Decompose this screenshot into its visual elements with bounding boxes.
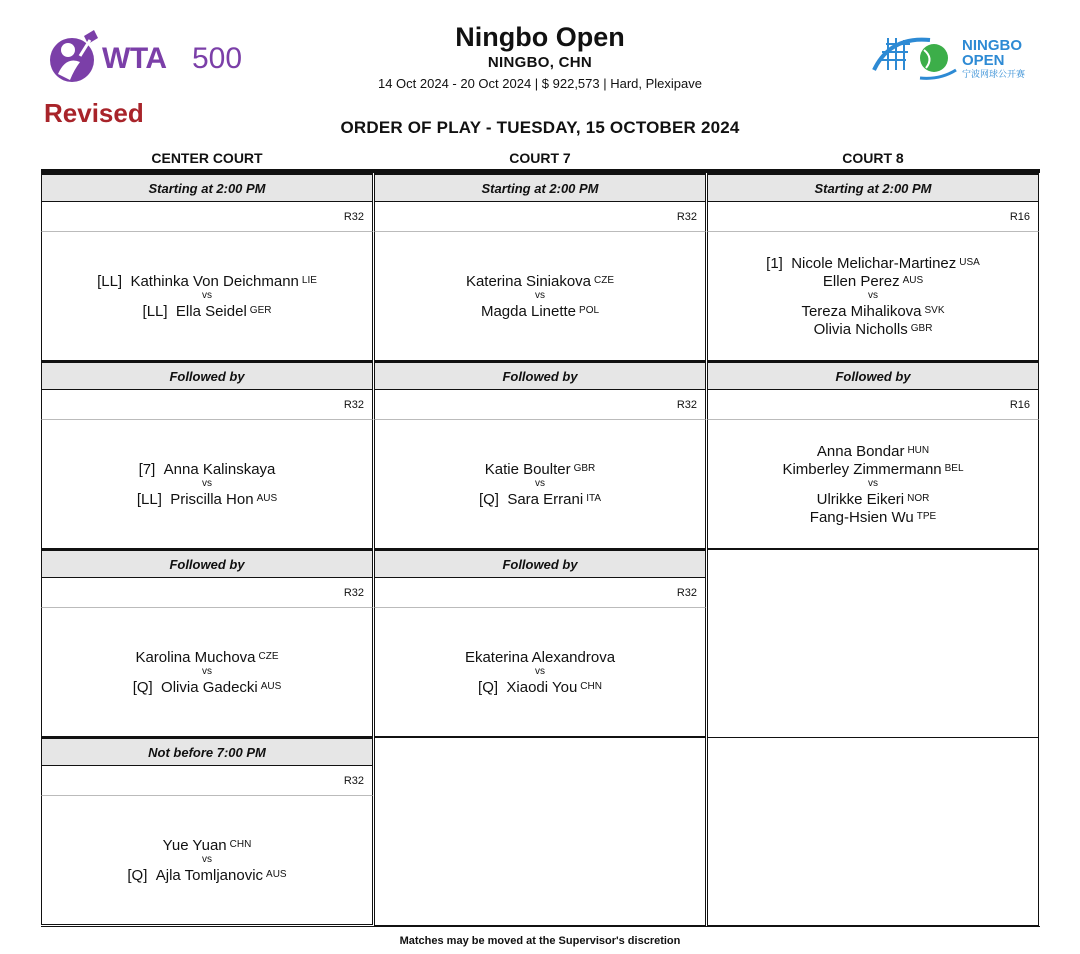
slot-time: Followed by	[374, 361, 706, 390]
player-name: Tereza Mihalikova	[801, 303, 922, 320]
match-card	[374, 420, 706, 549]
player-country: GBR	[573, 463, 596, 474]
player-name: Magda Linette	[480, 303, 577, 320]
player-entry	[143, 302, 272, 320]
footer-note: Matches may be moved at the Supervisor's discretion	[399, 935, 681, 947]
ningbo-logo-line1: NINGBO	[962, 37, 1022, 54]
slot-time: Followed by	[374, 549, 706, 578]
player-entry	[810, 508, 936, 526]
player-country: AUS	[260, 681, 282, 692]
player-entry	[817, 490, 930, 508]
empty-slot	[374, 737, 706, 926]
order-of-play-heading: ORDER OF PLAY - TUESDAY, 15 OCTOBER 2024	[340, 118, 740, 137]
player-name: Anna Bondar	[816, 443, 905, 460]
match-card	[41, 796, 373, 925]
player-entry	[766, 254, 980, 272]
player-name: Kimberley Zimmermann	[782, 461, 942, 478]
wta-logo-letters: WTA	[102, 42, 167, 75]
player-seed: [Q]	[132, 679, 153, 696]
versus-label: vs	[535, 665, 545, 677]
player-entry	[139, 461, 276, 478]
player-country: CZE	[258, 651, 279, 662]
empty-slot	[707, 549, 1039, 738]
tournament-title: Ningbo Open	[455, 22, 625, 52]
player-seed: [LL]	[136, 490, 162, 508]
court-header-court-7: COURT 7	[509, 150, 571, 166]
slot-time: Starting at 2:00 PM	[707, 173, 1039, 202]
player-entry	[479, 490, 601, 508]
player-entry	[135, 648, 278, 666]
player-seed: [7]	[138, 460, 156, 478]
player-name: Ella Seidel	[175, 303, 247, 320]
match-card	[374, 232, 706, 361]
player-entry	[478, 678, 602, 696]
player-name: Ulrikke Eikeri	[816, 491, 905, 508]
versus-label: vs	[202, 477, 212, 489]
wta-player-icon	[44, 26, 108, 90]
slot-time: Starting at 2:00 PM	[374, 173, 706, 202]
player-country: USA	[959, 257, 980, 268]
empty-slot	[707, 737, 1039, 926]
slot-time: Followed by	[41, 549, 373, 578]
court-header-center-court: CENTER COURT	[151, 150, 263, 166]
player-country: SVK	[924, 305, 945, 316]
player-entry	[133, 678, 282, 696]
tournament-info: 14 Oct 2024 - 20 Oct 2024 | $ 922,573 | Hard, Plexipave	[377, 76, 702, 91]
versus-label: vs	[202, 290, 212, 301]
player-name: Katie Boulter	[484, 461, 571, 478]
player-entry	[127, 866, 286, 884]
player-name: Olivia Nicholls	[813, 321, 908, 338]
player-seed: [1]	[766, 255, 783, 272]
player-name: Anna Kalinskaya	[163, 460, 276, 478]
player-seed: [LL]	[97, 273, 123, 290]
versus-label: vs	[535, 290, 545, 301]
player-seed: [LL]	[142, 303, 168, 320]
ningbo-open-logo	[870, 30, 1040, 90]
match-card	[41, 608, 373, 737]
player-country: HUN	[907, 445, 930, 456]
match-round: R32	[374, 578, 706, 608]
match-round: R32	[374, 202, 706, 232]
player-country: GBR	[910, 323, 933, 334]
versus-label: vs	[202, 854, 212, 865]
ningbo-logo-line2: OPEN	[962, 52, 1005, 69]
player-name: Fang-Hsien Wu	[809, 509, 914, 526]
player-entry	[465, 649, 615, 666]
player-entry	[814, 320, 933, 338]
wta500-logo	[44, 26, 244, 90]
player-seed: [Q]	[127, 867, 148, 884]
player-country: CHN	[229, 839, 252, 850]
player-name: Yue Yuan	[162, 837, 227, 854]
match-round: R32	[41, 578, 373, 608]
player-entry	[801, 302, 944, 320]
player-country: CZE	[594, 275, 615, 286]
tournament-title-block	[330, 20, 750, 96]
player-name: Ellen Perez	[822, 273, 900, 290]
player-seed: [Q]	[478, 678, 499, 696]
player-entry	[823, 272, 923, 290]
player-country: GER	[249, 305, 272, 316]
slot-time: Starting at 2:00 PM	[41, 173, 373, 202]
match-card	[707, 232, 1039, 361]
versus-label: vs	[202, 666, 212, 677]
player-country: AUS	[256, 492, 278, 504]
match-card	[374, 608, 706, 737]
player-entry	[485, 460, 596, 478]
player-country: AUS	[902, 275, 924, 286]
player-entry	[782, 460, 963, 478]
slot-time: Followed by	[41, 361, 373, 390]
ningbo-logo-line3: 宁波网球公开赛	[962, 69, 1026, 79]
match-card	[41, 420, 373, 549]
match-round: R16	[707, 390, 1039, 420]
player-name: Ekaterina Alexandrova	[464, 648, 616, 666]
player-entry	[97, 272, 317, 290]
player-country: BEL	[944, 463, 964, 474]
player-name: Xiaodi You	[506, 678, 578, 696]
player-country: TPE	[916, 511, 937, 522]
player-name: Karolina Muchova	[135, 649, 256, 666]
player-name: Nicole Melichar-Martinez	[791, 255, 957, 272]
player-country: AUS	[266, 869, 287, 880]
versus-label: vs	[868, 290, 878, 301]
player-country: NOR	[907, 493, 930, 504]
player-seed: [Q]	[478, 491, 499, 508]
wta-logo-number: 500	[192, 42, 243, 75]
match-round: R32	[374, 390, 706, 420]
court-header-court-8: COURT 8	[842, 150, 904, 166]
player-country: ITA	[586, 493, 602, 504]
slot-time: Not before 7:00 PM	[41, 737, 373, 766]
versus-label: vs	[535, 478, 545, 489]
player-name: Katerina Siniakova	[465, 273, 592, 290]
player-entry	[163, 836, 252, 854]
match-round: R32	[41, 390, 373, 420]
player-name: Kathinka Von Deichmann	[130, 273, 299, 290]
revised-label: Revised	[44, 98, 144, 128]
player-entry	[137, 490, 277, 508]
ningbo-net-ball-icon	[870, 30, 960, 86]
match-round: R32	[41, 766, 373, 796]
match-card	[41, 232, 373, 361]
slot-time: Followed by	[707, 361, 1039, 390]
match-round: R16	[707, 202, 1039, 232]
match-card	[707, 420, 1039, 549]
player-name: Ajla Tomljanovic	[155, 867, 264, 884]
bottom-divider	[41, 926, 1040, 927]
match-round: R32	[41, 202, 373, 232]
player-country: LIE	[301, 275, 317, 286]
player-name: Olivia Gadecki	[161, 679, 258, 696]
player-entry	[817, 442, 929, 460]
player-name: Sara Errani	[507, 491, 584, 508]
versus-label: vs	[868, 478, 878, 489]
player-name: Priscilla Hon	[170, 490, 254, 508]
player-entry	[466, 272, 614, 290]
player-country: CHN	[580, 680, 602, 692]
tournament-location: NINGBO, CHN	[487, 54, 593, 71]
player-country: POL	[579, 305, 600, 316]
player-entry	[481, 302, 599, 320]
